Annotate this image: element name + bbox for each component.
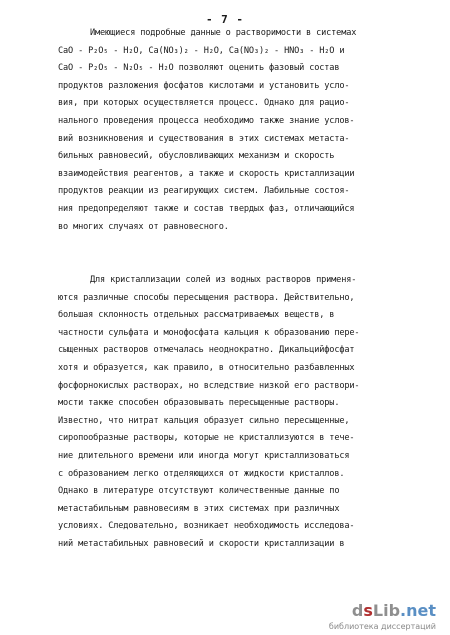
text-line: ются различные способы пересыщения раствора. Действительно, [58, 292, 355, 303]
text-line: Известно, что нитрат кальция образует сильно пересыщенные, [58, 415, 350, 426]
text-line: CaO - P₂O₅ - H₂O, Ca(NO₃)₂ - H₂O, Ca(NO₃)₂ - HNO₃ - H₂O и [58, 45, 345, 56]
text-line: частности сульфата и монофосфата кальция к образованию пере- [58, 327, 360, 338]
text-line: нального проведения процесса необходимо также знание услов- [58, 115, 355, 126]
text-line: Однако в литературе отсутствуют количественные данные по [58, 486, 340, 497]
text-line: продуктов разложения фосфатов кислотами и установить усло- [58, 80, 350, 91]
text-line: фосфорнокислых растворах, но вследствие низкой его раствори- [58, 380, 360, 391]
watermark-subtitle: библиотека диссертаций [328, 622, 436, 631]
text-line: Имеющиеся подробные данные о растворимости в системах [90, 28, 357, 38]
text-line: условиях. Следовательно, возникает необходимость исследова- [58, 521, 355, 532]
text-line: ние длительного времени или иногда могут кристаллизоваться [58, 450, 350, 461]
text-line: бильных равновесий, обусловливающих механизм и скорость [58, 151, 335, 162]
text-line: сиропообразные растворы, которые не кристаллизуются в тече- [58, 433, 355, 444]
text-line: вия, при которых осуществляется процесс. Однако для рацио- [58, 98, 350, 109]
text-line: Для кристаллизации солей из водных растворов применя- [90, 275, 357, 285]
watermark [306, 601, 436, 631]
text-line: взаимодействия реагентов, а также и скорость кристаллизации [58, 168, 355, 179]
paragraph-1 [58, 25, 430, 236]
text-line: метастабильным равновесиям в этих системах при различных [58, 503, 340, 514]
text-line: хотя и образуется, как правило, в относительно разбавленных [58, 362, 355, 373]
text-line: CaO - P₂O₅ - N₂O₅ - H₂O позволяют оценить фазовый состав [58, 63, 340, 74]
paragraph-2 [58, 272, 430, 554]
watermark-logo: dsLib.net [351, 601, 436, 620]
text-line: сыщенных растворов отмечалась неоднократно. Дикальцийфосфат [58, 345, 355, 356]
text-line: продуктов реакции из реагирующих систем. Лабильные состоя- [58, 186, 350, 197]
text-line: ний метастабильных равновесий и скорости кристаллизации в [58, 538, 345, 549]
text-line: ния предопределяют также и состав твердых фаз, отличающийся [58, 203, 355, 214]
text-line: вий возникновения и существования в этих системах метаста- [58, 133, 350, 144]
text-line: мости также способен образовывать пересыщенные растворы. [58, 398, 340, 409]
text-line: с образованием легко отделяющихся от жидкости кристаллов. [58, 468, 345, 479]
page-number: - 7 - [205, 13, 245, 26]
text-line: большая склонность отдельных рассматриваемых веществ, в [58, 310, 335, 321]
text-line: во многих случаях от равновесного. [58, 221, 229, 232]
